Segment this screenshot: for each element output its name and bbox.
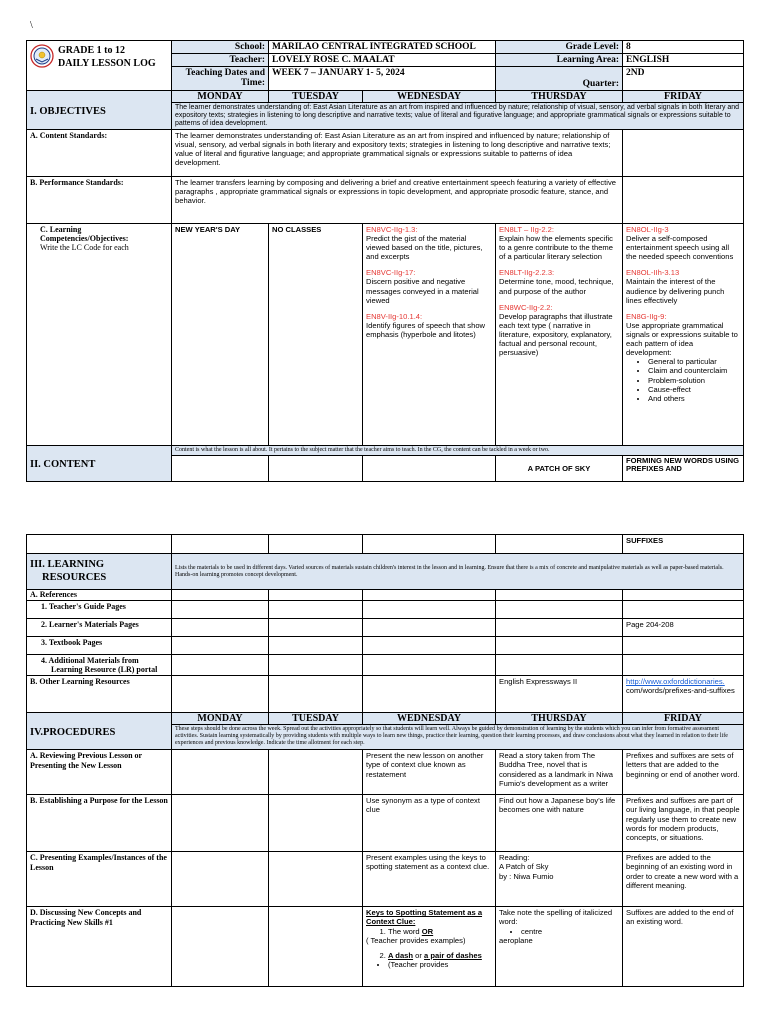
procedures-title-cell <box>27 713 172 750</box>
oxford-link-rest: com/words/prefixes-and-suffixes <box>626 686 735 696</box>
additional-materials-label: 4. Additional Materials from <box>41 656 139 665</box>
objectives-desc: The learner demonstrates understanding of: East Asian Literature as an art from inspired and influenced by nature; relationship of visual, sensory, ad verbal signals in both literary and expository texts; strategies in listening to long descriptive and narrative texts; value of literal and figurative language; and appropriate grammatical signals or expressions suitable to patterns of idea development. <box>172 102 744 129</box>
procedure-c-wednesday: Present examples using the keys to spotting statement as a context clue. <box>363 852 496 907</box>
lc-text: Predict the gist of the material viewed based on the title, pictures, and excerpts <box>366 233 483 262</box>
procedure-a-friday: Prefixes and suffixes are sets of letters that are added to the beginning or end of another word. <box>623 750 744 795</box>
procedure-b-friday: Prefixes and suffixes are part of our living language, in that people regularly use them to create new words for modern products, concepts, or situations. <box>623 795 744 852</box>
lc-text: Maintain the interest of the audience by delivering punch lines effectively <box>626 277 725 305</box>
procedure-a-wednesday: Present the new lesson on another type of context clue known as restatement <box>363 750 496 795</box>
reading-label: Reading: <box>499 853 530 863</box>
content-title-cell <box>27 445 172 481</box>
lesson-log-table-1 <box>26 40 744 482</box>
dll-title-line2: DAILY LESSON LOG <box>58 57 156 69</box>
lc-code: EN8VC-IIg-1.3: <box>366 224 418 234</box>
grade-label: Grade Level: <box>496 41 623 54</box>
competencies-label: C. Learning Competencies/Objectives: <box>40 224 129 244</box>
list-item: • General to particular <box>648 357 740 366</box>
corner-mark: \ <box>30 20 33 31</box>
content-standards-text: The learner demonstrates understanding of: East Asian Literature as an art from inspired and influenced by nature; relationship of visual, sensory, ad verbal signals in both literary and expository texts; strategies in listening to long descriptive and narrative texts; value of literal and figurative language; and appropriate grammatical signals or expressions suitable to patterns of idea development. <box>172 129 623 176</box>
objectives-title-cell <box>27 90 172 129</box>
thursday-content: A PATCH OF SKY <box>496 455 623 481</box>
teacher-label: Teacher: <box>172 54 269 67</box>
lc-text: Determine tone, mood, technique, and purpose of the author <box>499 277 614 296</box>
day-monday: MONDAY <box>172 90 269 102</box>
learners-materials-friday: Page 204-208 <box>623 619 744 637</box>
lc-code: EN8LT-IIg-2.2.3: <box>499 268 555 278</box>
quarter-label: Quarter: <box>496 67 623 91</box>
performance-standards-label: B. Performance Standards: <box>27 176 172 223</box>
learners-materials-label: 2. Learner's Materials Pages <box>27 619 172 637</box>
friday-content: FORMING NEW WORDS USING PREFIXES AND <box>623 455 744 481</box>
key-2-dash: A dash <box>388 950 414 960</box>
content-standards-label: A. Content Standards: <box>27 129 172 176</box>
dll-title-block <box>27 41 172 91</box>
lc-code: EN8LT – IIg-2.2: <box>499 224 555 234</box>
procedure-c-label: C. Presenting Examples/Instances of the Lesson <box>27 852 172 907</box>
key-1-text: The word <box>388 926 422 936</box>
procedures-title: IV.PROCEDURES <box>30 727 116 739</box>
monday-competency: NEW YEAR'S DAY <box>172 223 269 445</box>
procedure-b-thursday: Find out how a Japanese boy's life becomes one with nature <box>496 795 623 852</box>
day-tuesday: TUESDAY <box>269 713 363 725</box>
procedure-c-thursday <box>496 852 623 907</box>
procedure-b-wednesday: Use synonym as a type of context clue <box>363 795 496 852</box>
resources-title-line2: RESOURCES <box>42 571 107 583</box>
dates-label: Teaching Dates and Time: <box>172 67 269 91</box>
spelling-note: Take note the spelling of italicized word: <box>499 908 613 927</box>
lc-text: Identify figures of speech that show emphasis (hyperbole and litotes) <box>366 320 486 339</box>
objectives-title: I. OBJECTIVES <box>30 105 106 117</box>
thursday-competencies <box>496 223 623 445</box>
deped-seal-icon <box>30 44 54 68</box>
key-2-or: or <box>413 950 425 960</box>
grade-value: 8 <box>623 41 744 54</box>
day-tuesday: TUESDAY <box>269 90 363 102</box>
content-desc: Content is what the lesson is all about. It pertains to the subject matter that the teacher aims to teach. In the CG, the content can be tackled in a week or two. <box>172 445 744 455</box>
procedure-d-label: D. Discussing New Concepts and Practicing New Skills #1 <box>27 907 172 987</box>
key-2-pair: a pair of dashes <box>424 950 482 960</box>
teachers-guide-label: 1. Teacher's Guide Pages <box>27 601 172 619</box>
reading-title: A Patch of Sky <box>499 862 549 872</box>
lc-code: EN8WC-IIg-2.2: <box>499 302 553 312</box>
key-1-keyword: OR <box>421 926 434 936</box>
day-monday: MONDAY <box>172 713 269 725</box>
area-label: Learning Area: <box>496 54 623 67</box>
quarter-value: 2ND <box>623 67 744 91</box>
area-value: ENGLISH <box>623 54 744 67</box>
day-wednesday: WEDNESDAY <box>363 90 496 102</box>
spelling-list <box>499 927 619 936</box>
list-item <box>388 927 492 936</box>
procedure-a-label: A. Reviewing Previous Lesson or Presenting the New Lesson <box>27 750 172 795</box>
additional-materials-label-cell <box>27 655 172 676</box>
procedure-c-friday: Prefixes are added to the beginning of an existing word in order to create a new word with a different meaning. <box>623 852 744 907</box>
teacher-value: LOVELY ROSE C. MAALAT <box>269 54 496 67</box>
textbook-pages-label: 3. Textbook Pages <box>27 637 172 655</box>
dates-value: WEEK 7 – JANUARY 1- 5, 2024 <box>269 67 496 91</box>
lc-text: Deliver a self-composed entertainment speech using all the needed speech conventions <box>626 233 734 262</box>
keys-heading: Keys to Spotting Statement as a Context Clue: <box>366 908 483 927</box>
list-item: • Problem-solution <box>648 376 740 385</box>
list-item <box>388 951 492 960</box>
list-item: • (Teacher provides <box>388 960 492 969</box>
day-thursday: THURSDAY <box>496 713 623 725</box>
key-1-note: ( Teacher provides examples) <box>366 935 466 945</box>
performance-standards-text: The learner transfers learning by composing and delivering a brief and creative entertainment speech featuring a variety of effective paragraphs , appropriate grammatical signals or expressions in topic development, and appropriate prosodic feature, stance, and behavior. <box>172 176 623 223</box>
list-item: • centre <box>521 927 619 936</box>
dll-title-line1: GRADE 1 to 12 <box>58 45 125 56</box>
procedure-d-wednesday <box>363 907 496 987</box>
lc-code: EN8G-IIg-9: <box>626 311 667 321</box>
lc-code: EN8OL-IIg-3 <box>626 224 669 234</box>
day-friday: FRIDAY <box>623 713 744 725</box>
procedure-d-friday: Suffixes are added to the end of an existing word. <box>623 907 744 987</box>
resources-desc: Lists the materials to be used in different days. Varied sources of materials sustain children's interest in the lesson and in learning. Ensure that there is a mix of concrete and manipulative materials as well as paper-based materials. Hands-on learning promotes concept development. <box>172 554 744 590</box>
friday-competencies <box>623 223 744 445</box>
other-resources-thursday: English Expressways II <box>496 676 623 713</box>
lc-text: Develop paragraphs that illustrate each text type ( narrative in literature, expository, explanatory, factual and personal recount, persuasive) <box>499 311 613 358</box>
day-thursday: THURSDAY <box>496 90 623 102</box>
list-item: • Cause-effect <box>648 385 740 394</box>
resources-title <box>30 559 168 584</box>
oxford-dictionaries-link[interactable]: http://www.oxforddictionaries. <box>626 677 725 687</box>
resources-title-line1: III. LEARNING <box>30 558 105 570</box>
procedure-b-label: B. Establishing a Purpose for the Lesson <box>27 795 172 852</box>
resources-title-cell <box>27 554 172 590</box>
lesson-log-table-2 <box>26 534 744 987</box>
lc-text: Discern positive and negative messages conveyed in a material viewed <box>366 277 479 305</box>
procedure-d-thursday <box>496 907 623 987</box>
spelling-word: aeroplane <box>499 935 533 945</box>
competencies-label-cell <box>27 223 172 445</box>
school-label: School: <box>172 41 269 54</box>
content-title: II. CONTENT <box>30 459 96 471</box>
friday-content-cont: SUFFIXES <box>623 535 744 554</box>
day-wednesday: WEDNESDAY <box>363 713 496 725</box>
references-label: A. References <box>27 590 172 601</box>
wednesday-competencies <box>363 223 496 445</box>
list-item: • And others <box>648 394 740 403</box>
keys-list-2 <box>366 951 492 960</box>
lc-code: EN8V-IIg-10.1.4: <box>366 311 423 321</box>
competencies-sublabel: Write the LC Code for each <box>40 243 129 253</box>
lc-text: Explain how the elements specific to a genre contribute to the theme of a particular literary selection <box>499 233 613 262</box>
lc-code: EN8VC-IIg-17: <box>366 268 416 278</box>
procedure-a-thursday: Read a story taken from The Buddha Tree, novel that is considered as a landmark in Niwa Fumio's development as a writer <box>496 750 623 795</box>
school-value: MARILAO CENTRAL INTEGRATED SCHOOL <box>269 41 496 54</box>
additional-materials-sublabel: Learning Resource (LR) portal <box>51 665 158 675</box>
idea-pattern-list <box>626 357 740 403</box>
other-resources-friday <box>623 676 744 713</box>
lc-code: EN8OL-IIh-3.13 <box>626 268 680 278</box>
tuesday-competency: NO CLASSES <box>269 223 363 445</box>
procedures-desc: These steps should be done across the week. Spread out the activities appropriately so that students will learn well. Always be guided by demonstration of learning by the students which you can infer from formative assessment activities. Sustain learning systematically by providing students with multiple ways to learn new things, practice their learning, question their learning processes, and draw conclusions about what they learned in relation to their life experiences and previous knowledge. Indicate the time allotment for each step. <box>172 725 744 750</box>
reading-author: by : Niwa Fumio <box>499 871 554 881</box>
list-item: • Claim and counterclaim <box>648 366 740 375</box>
other-resources-label: B. Other Learning Resources <box>27 676 172 713</box>
lc-text: Use appropriate grammatical signals or expressions suitable to each pattern of idea development: <box>626 320 738 358</box>
keys-list <box>366 927 492 936</box>
day-friday: FRIDAY <box>623 90 744 102</box>
key-2-bullets <box>366 960 492 969</box>
